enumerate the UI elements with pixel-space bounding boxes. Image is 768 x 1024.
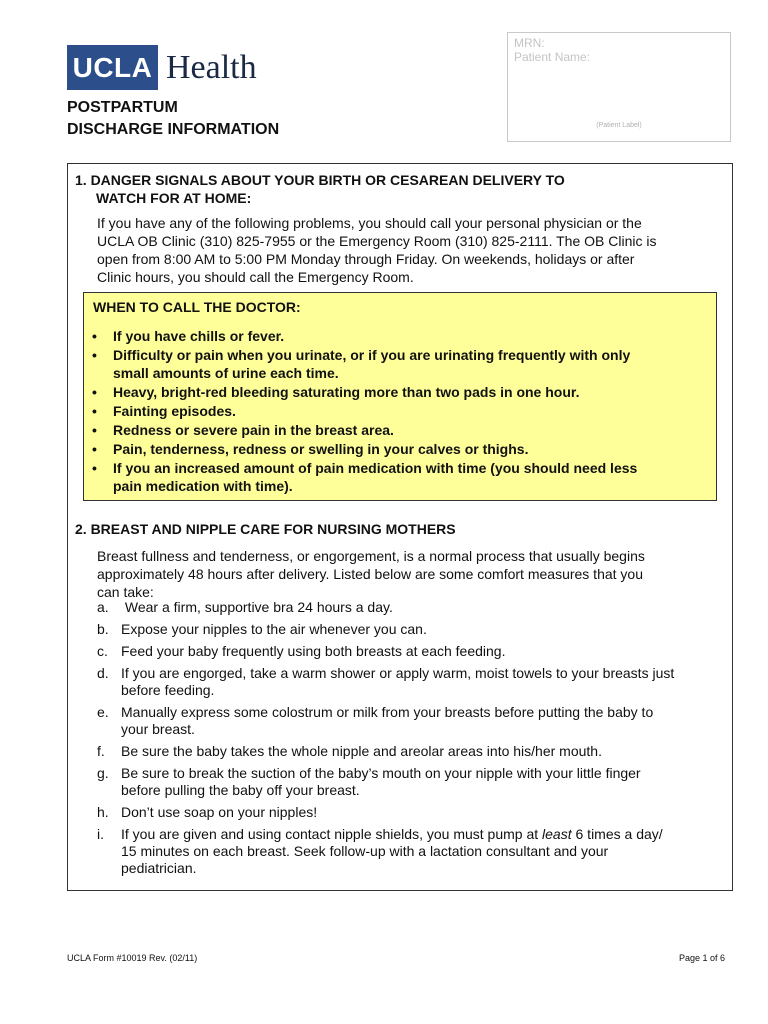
list-item: [97, 743, 722, 760]
section-1-heading-line-2: WATCH FOR AT HOME:: [96, 190, 252, 206]
section-1-heading: [75, 171, 565, 207]
section-2-intro-line: approximately 48 hours after delivery. Listed below are some comfort measures that you: [97, 566, 643, 582]
mrn-field-label: MRN:: [514, 36, 545, 50]
list-item: [97, 665, 722, 699]
item-letter: g.: [97, 765, 109, 781]
list-item-text: Be sure to break the suction of the baby’s mouth on your nipple with your little finger: [121, 765, 641, 781]
list-item-text: Difficulty or pain when you urinate, or if you are urinating frequently with only: [113, 347, 631, 363]
document-title: [67, 97, 279, 141]
item-letter: c.: [97, 643, 108, 659]
section-1-line: UCLA OB Clinic (310) 825-7955 or the Emergency Room (310) 825-2111. The OB Clinic is: [97, 233, 657, 249]
list-item: [97, 826, 722, 877]
list-item: [97, 621, 722, 638]
section-2-intro-line: can take:: [97, 584, 154, 600]
list-item-text: Manually express some colostrum or milk from your breasts before putting the baby to: [121, 704, 654, 720]
bullet-icon: •: [92, 460, 97, 476]
bullet-icon: •: [92, 403, 97, 419]
list-item: [97, 804, 722, 821]
list-item-text: Heavy, bright-red bleeding saturating more than two pads in one hour.: [113, 384, 580, 400]
list-item: [90, 440, 710, 458]
list-item: [97, 643, 722, 660]
list-item-text: Pain, tenderness, redness or swelling in your calves or thighs.: [113, 441, 529, 457]
item-letter: a.: [97, 599, 109, 615]
list-item-text: Wear a firm, supportive bra 24 hours a day.: [121, 599, 393, 615]
list-item-text: Fainting episodes.: [113, 403, 236, 419]
list-item-text: before feeding.: [121, 682, 215, 698]
list-item-text: Don’t use soap on your nipples!: [121, 804, 318, 820]
list-item: [90, 402, 710, 420]
list-item-text: Be sure the baby takes the whole nipple and areolar areas into his/her mouth.: [121, 743, 602, 759]
list-item: [90, 383, 710, 401]
list-item-text: Feed your baby frequently using both breasts at each feeding.: [121, 643, 506, 659]
list-item: [97, 704, 722, 738]
title-line-2: DISCHARGE INFORMATION: [67, 121, 280, 138]
comfort-measures-list: [97, 599, 722, 882]
section-2-heading: 2. BREAST AND NIPPLE CARE FOR NURSING MOTHERS: [75, 521, 456, 537]
list-item-text: pain medication with time).: [113, 478, 293, 494]
bullet-icon: •: [92, 384, 97, 400]
bullet-icon: •: [92, 422, 97, 438]
list-item-text: If you are given and using contact nipple shields, you must pump at least 6 times a day/: [121, 826, 663, 842]
list-item-text: your breast.: [121, 721, 195, 737]
section-2-intro: [97, 547, 645, 601]
title-line-1: POSTPARTUM: [67, 99, 178, 116]
list-item-text: If you have chills or fever.: [113, 328, 285, 344]
list-item-text: If you an increased amount of pain medication with time (you should need less: [113, 460, 638, 476]
section-1-line: If you have any of the following problems, you should call your personal physician or the: [97, 215, 642, 231]
patient-label-caption: (Patient Label): [596, 122, 642, 129]
bullet-icon: •: [92, 441, 97, 457]
when-to-call-heading: WHEN TO CALL THE DOCTOR:: [93, 299, 301, 315]
page-number: Page 1 of 6: [678, 953, 725, 963]
section-2-intro-line: Breast fullness and tenderness, or engorgement, is a normal process that usually begins: [97, 548, 645, 564]
patient-label-box: [507, 32, 731, 142]
section-1-paragraph: [97, 214, 657, 286]
list-item: [90, 421, 710, 439]
list-item-text: 15 minutes on each breast. Seek follow-up with a lactation consultant and your: [121, 843, 609, 859]
list-item: [90, 459, 710, 495]
list-item: [90, 346, 710, 382]
item-letter: e.: [97, 704, 109, 720]
logo-word: Health: [166, 49, 257, 86]
item-letter: i.: [97, 826, 104, 842]
danger-signals-list: [90, 327, 710, 496]
form-number: UCLA Form #10019 Rev. (02/11): [67, 953, 198, 963]
list-item-text: Redness or severe pain in the breast area.: [113, 422, 394, 438]
section-1-heading-line-1: 1. DANGER SIGNALS ABOUT YOUR BIRTH OR CESAREAN DELIVERY TO: [75, 172, 565, 188]
patient-name-field-label: Patient Name:: [514, 50, 591, 64]
section-1-line: open from 8:00 AM to 5:00 PM Monday through Friday. On weekends, holidays or after: [97, 251, 635, 267]
list-item-text: before pulling the baby off your breast.: [121, 782, 360, 798]
list-item: [97, 599, 722, 616]
item-letter: d.: [97, 665, 109, 681]
item-letter: h.: [97, 804, 109, 820]
bullet-icon: •: [92, 347, 97, 363]
logo-box: UCLA: [67, 45, 158, 90]
list-item-text: Expose your nipples to the air whenever you can.: [121, 621, 427, 637]
ucla-health-logo: [67, 45, 257, 90]
list-item-text: pediatrician.: [121, 860, 197, 876]
list-item-text: small amounts of urine each time.: [113, 365, 339, 381]
item-letter: f.: [97, 743, 105, 759]
bullet-icon: •: [92, 328, 97, 344]
list-item-text: If you are engorged, take a warm shower or apply warm, moist towels to your breasts just: [121, 665, 675, 681]
item-letter: b.: [97, 621, 109, 637]
section-1-line: Clinic hours, you should call the Emergency Room.: [97, 269, 414, 285]
list-item: [90, 327, 710, 345]
list-item: [97, 765, 722, 799]
